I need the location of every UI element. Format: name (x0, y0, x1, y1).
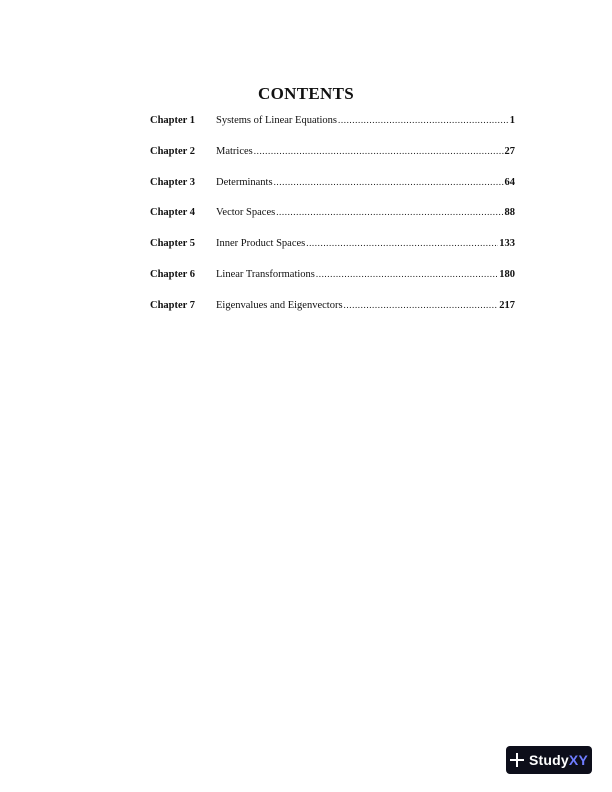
toc-entry-chapter-2 (150, 144, 515, 175)
dot-leader (276, 205, 503, 219)
chapter-entry (216, 267, 515, 282)
badge-logo-text (529, 752, 588, 768)
toc-entry-chapter-3 (150, 175, 515, 206)
chapter-title: Determinants (216, 176, 273, 188)
toc-entry-chapter-1 (150, 113, 515, 144)
chapter-title: Linear Transformations (216, 268, 315, 280)
chapter-entry (216, 205, 515, 220)
dot-leader (274, 175, 504, 189)
page-title: CONTENTS (258, 84, 354, 103)
page-number: 217 (499, 299, 515, 311)
chapter-title: Systems of Linear Equations (216, 115, 338, 126)
chapter-title: Inner Product Spaces (216, 238, 306, 250)
dot-leader (254, 144, 504, 158)
table-of-contents (150, 113, 515, 329)
chapter-entry (216, 298, 515, 313)
chapter-entry (216, 236, 515, 251)
chapter-entry (216, 113, 515, 128)
badge-text-main: Study (529, 752, 569, 768)
toc-entry-chapter-7 (150, 298, 515, 329)
page-number: 180 (499, 268, 515, 280)
toc-entry-chapter-6 (150, 267, 515, 298)
page-number: 1 (509, 115, 515, 126)
chapter-label: Chapter 7 (150, 299, 196, 311)
chapter-title: Vector Spaces (216, 207, 276, 219)
chapter-title: Matrices (216, 145, 253, 157)
dot-leader (344, 298, 499, 312)
chapter-label: Chapter 3 (150, 176, 196, 188)
page-number: 133 (499, 238, 515, 250)
toc-entry-chapter-4 (150, 205, 515, 236)
dot-leader (316, 267, 498, 281)
badge-text-accent: XY (568, 752, 588, 768)
chapter-label: Chapter 5 (150, 238, 196, 250)
chapter-label: Chapter 6 (150, 268, 196, 280)
page-number: 27 (504, 145, 515, 157)
chapter-title: Eigenvalues and Eigenvectors (216, 299, 343, 311)
chapter-entry (216, 175, 515, 190)
chapter-entry (216, 144, 515, 159)
dot-leader (338, 113, 509, 127)
page-number: 88 (504, 207, 515, 219)
chapter-label: Chapter 1 (150, 115, 196, 126)
toc-entry-chapter-5 (150, 236, 515, 267)
dot-leader (306, 236, 498, 250)
page-number: 64 (504, 176, 515, 188)
plus-icon (510, 753, 524, 767)
chapter-label: Chapter 4 (150, 207, 196, 219)
chapter-label: Chapter 2 (150, 145, 196, 157)
studyxy-badge[interactable] (506, 746, 592, 774)
